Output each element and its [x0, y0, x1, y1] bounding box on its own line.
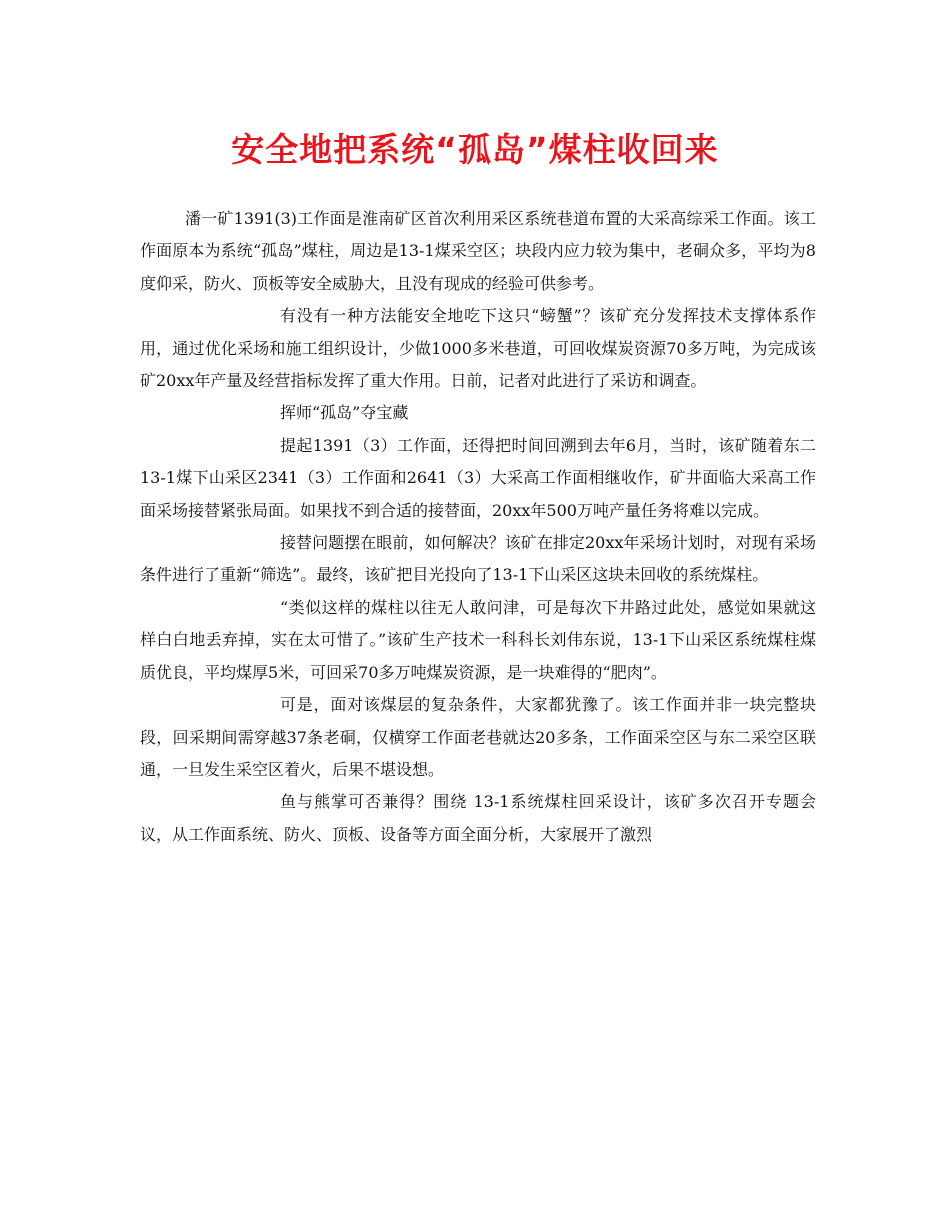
paragraph: 提起1391（3）工作面，还得把时间回溯到去年6月，当时，该矿随着东二13-1煤下山采区2341（3）工作面和2641（3）大采高工作面相继收作，矿井面临大采高工作面采场接替紧张局面。如果找不到合适的接替面，20xx年500万吨产量任务将难以完成。 — [140, 435, 816, 520]
paragraph: 鱼与熊掌可否兼得？围绕 13-1系统煤柱回采设计，该矿多次召开专题会议，从工作面系统、防火、顶板、设备等方面全面分析，大家展开了激烈 — [140, 792, 816, 844]
paragraph: 接替问题摆在眼前，如何解决？该矿在排定20xx年采场计划时，对现有采场条件进行了重新“筛选”。最终，该矿把目光投向了13-1下山采区这块未回收的系统煤柱。 — [140, 533, 816, 585]
paragraph: 可是，面对该煤层的复杂条件，大家都犹豫了。该工作面并非一块完整块段，回采期间需穿越37条老硐，仅横穿工作面老巷就达20多条，工作面采空区与东二采空区联通，一旦发生采空区着火，后果不堪设想。 — [140, 695, 816, 779]
section-heading: 挥师“孤岛”夺宝藏 — [280, 403, 409, 423]
paragraph: 有没有一种方法能安全地吃下这只“螃蟹”？该矿充分发挥技术支撑体系作用，通过优化采场和施工组织设计，少做1000多米巷道，可回收煤炭资源70多万吨，为完成该矿20xx年产量及经营指标发挥了重大作用。日前，记者对此进行了采访和调查。 — [140, 306, 816, 391]
document-title: 安全地把系统“孤岛”煤柱收回来 — [231, 130, 719, 169]
document-body — [140, 203, 816, 851]
paragraph: 潘一矿1391(3)工作面是淮南矿区首次利用采区系统巷道布置的大采高综采工作面。该工作面原本为系统“孤岛”煤柱，周边是13-1煤采空区；块段内应力较为集中，老硐众多，平均为8度仰采，防火、顶板等安全威胁大，且没有现成的经验可供参考。 — [140, 209, 816, 293]
paragraph: “类似这样的煤柱以往无人敢问津，可是每次下井路过此处，感觉如果就这样白白地丢弃掉，实在太可惜了。”该矿生产技术一科科长刘伟东说，13-1下山采区系统煤柱煤质优良，平均煤厚5米，可回采70多万吨煤炭资源，是一块难得的“肥肉”。 — [140, 597, 816, 682]
